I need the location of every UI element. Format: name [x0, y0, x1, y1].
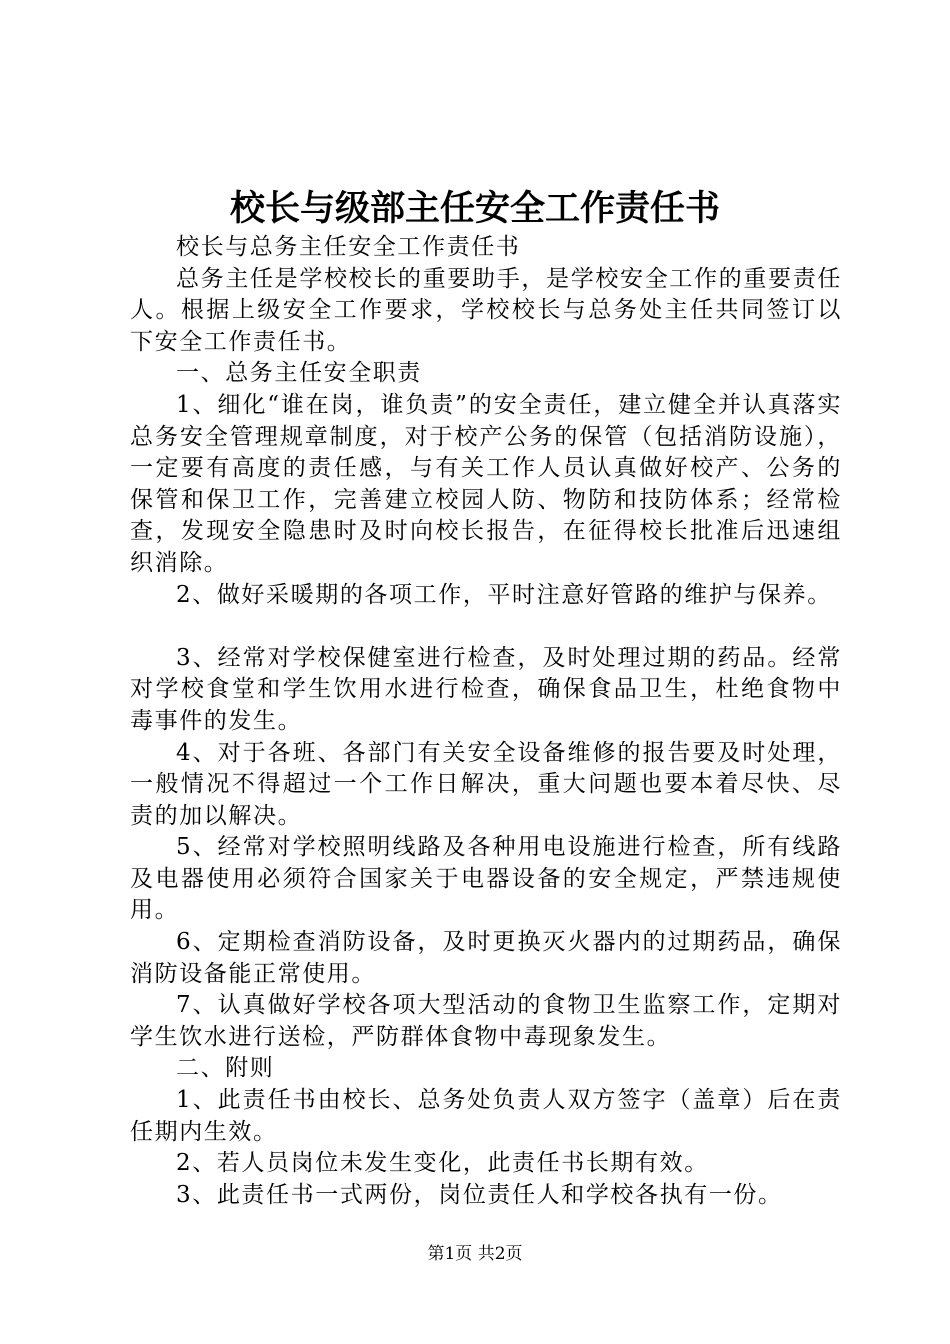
duty-item-7: 7、认真做好学校各项大型活动的食物卫生监察工作，定期对学生饮水进行送检，严防群体食物中毒现象发生。: [130, 992, 842, 1050]
intro-paragraph: 总务主任是学校校长的重要助手，是学校安全工作的重要责任人。根据上级安全工作要求，学校校长与总务处主任共同签订以下安全工作责任书。: [130, 265, 842, 355]
appendix-item-2: 2、若人员岗位未发生变化，此责任书长期有效。: [176, 1150, 709, 1177]
duty-item-6: 6、定期检查消防设备，及时更换灭火器内的过期药品，确保消防设备能正常使用。: [130, 929, 842, 987]
appendix-item-3: 3、此责任书一式两份，岗位责任人和学校各执有一份。: [176, 1181, 783, 1208]
duty-item-2: 2、做好采暖期的各项工作，平时注意好管路的维护与保养。: [176, 581, 832, 608]
section-heading-duties: 一、总务主任安全职责: [176, 360, 422, 387]
duty-item-4: 4、对于各班、各部门有关安全设备维修的报告要及时处理，一般情况不得超过一个工作日解决，重大问题也要本着尽快、尽责的加以解决。: [130, 739, 842, 829]
section-heading-appendix: 二、附则: [176, 1055, 275, 1082]
duty-item-5: 5、经常对学校照明线路及各种用电设施进行检查，所有线路及电器使用必须符合国家关于电器设备的安全规定，严禁违规使用。: [130, 834, 842, 924]
appendix-item-1: 1、此责任书由校长、总务处负责人双方签字（盖章）后在责任期内生效。: [130, 1087, 842, 1145]
duty-item-1: 1、细化“谁在岗，谁负责”的安全责任，建立健全并认真落实总务安全管理规章制度，对于校产公务的保管（包括消防设施），一定要有高度的责任感，与有关工作人员认真做好校产、公务的保管和保卫工作，完善建立校园人防、物防和技防体系；经常检查，发现安全隐患时及时向校长报告，在征得校长批准后迅速组织消除。: [130, 391, 842, 576]
document-body: [130, 232, 842, 1211]
subtitle-paragraph: 校长与总务主任安全工作责任书: [176, 234, 521, 260]
duty-item-3: 3、经常对学校保健室进行检查，及时处理过期的药品。经常对学校食堂和学生饮用水进行检查，确保食品卫生，杜绝食物中毒事件的发生。: [130, 644, 842, 734]
page-number-footer: 第1页 共2页: [427, 1244, 523, 1264]
document-title: 校长与级部主任安全工作责任书: [229, 188, 720, 229]
